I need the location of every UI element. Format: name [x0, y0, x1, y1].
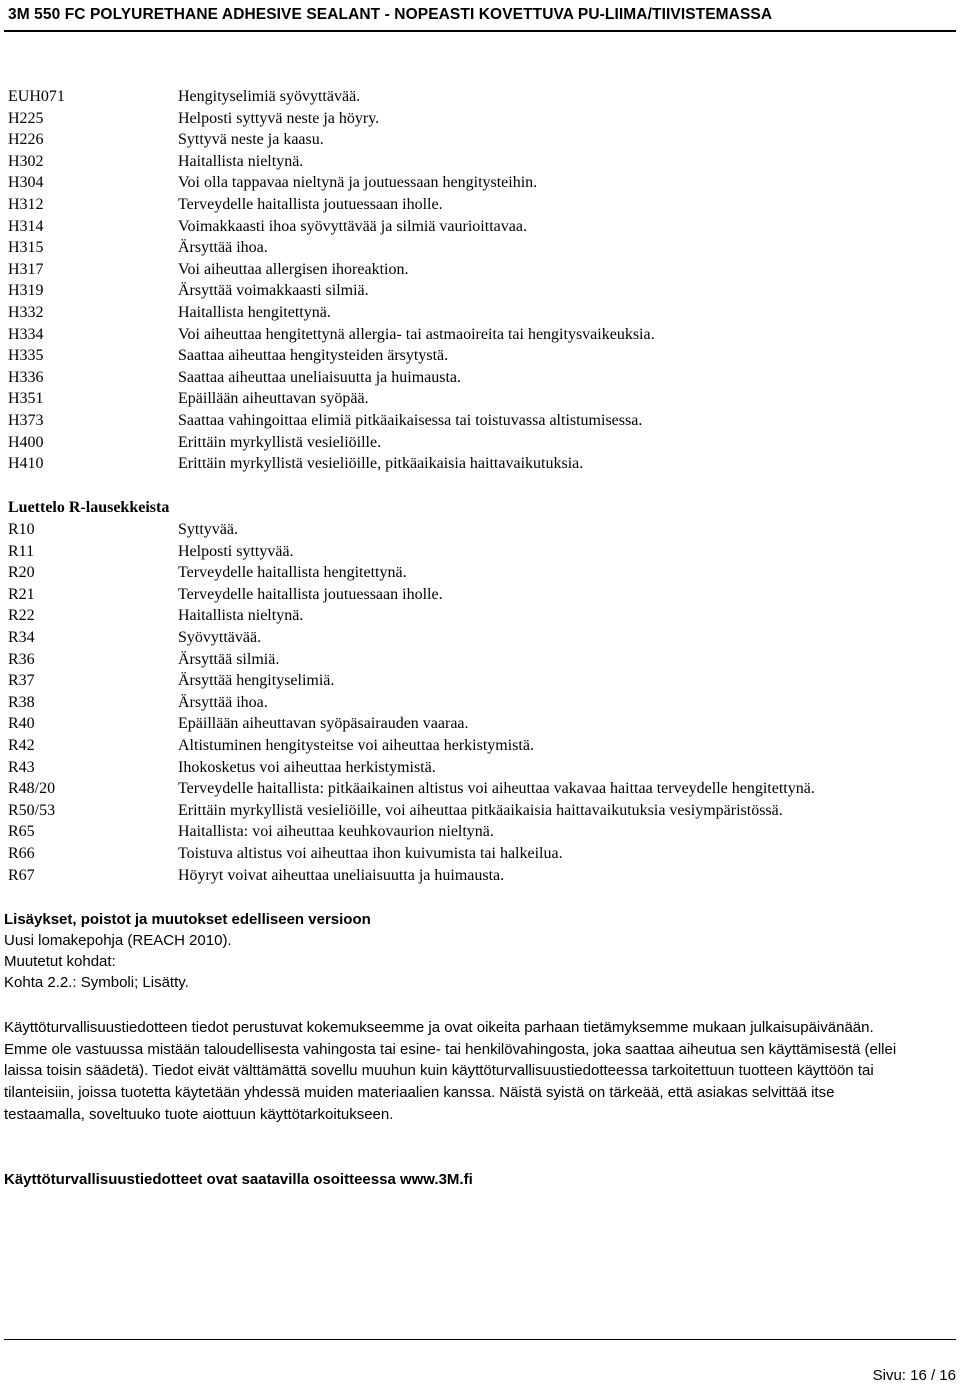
h-statement-row — [8, 237, 655, 259]
h-statement-row — [8, 388, 655, 410]
r-phrase-row — [8, 649, 815, 671]
statement-code: H315 — [8, 239, 44, 257]
statement-code: R20 — [8, 564, 35, 582]
statement-text: Hengityselimiä syövyttävää. — [178, 88, 361, 105]
statement-text: Voi olla tappavaa nieltynä ja joutuessaan hengitysteihin. — [178, 174, 538, 192]
changes-line: Kohta 2.2.: Symboli; Lisätty. — [4, 974, 189, 991]
statement-text: Syövyttävää. — [178, 628, 262, 646]
r-phrase-row — [8, 692, 815, 714]
statement-text: Ärsyttää voimakkaasti silmiä. — [178, 282, 369, 300]
statement-code: H332 — [8, 303, 44, 321]
page-header — [4, 0, 956, 32]
page-number: Sivu: 16 / 16 — [872, 1367, 956, 1384]
statement-code: H334 — [8, 325, 44, 343]
disclaimer-paragraph: Käyttöturvallisuustiedotteen tiedot perustuvat kokemukseemme ja ovat oikeita parhaan tietämyksemme mukaan julkaisupäivänään. Emme ole vastuussa mistään taloudellisesta vahingosta tai esine- tai henkilövahingosta, joka saattaa aiheutua sen käyttämisestä (ellei laissa toisin säädetä). Tiedot eivät välttämättä sovellu muuhun kuin käyttöturvallisuustiedotteessa tarkoitettuun tuotteen käyttöön tai tilanteisiin, joissa tuotetta käytetään yhdessä muiden materiaalien kanssa. Näistä syistä on tärkeää, että asiakas selvittää itse testaamalla, soveltuuko tuote aiottuun käyttötarkoitukseen. — [4, 1019, 897, 1123]
r-phrase-row — [8, 713, 815, 735]
statement-code: H410 — [8, 455, 44, 473]
statement-code: R50/53 — [8, 801, 56, 819]
statement-text: Ärsyttää ihoa. — [178, 239, 268, 257]
statement-code: H225 — [8, 109, 44, 127]
h-statement-row — [8, 345, 655, 367]
statement-text: Erittäin myrkyllistä vesieliöille, pitkäaikaisia haittavaikutuksia. — [178, 455, 584, 473]
statement-text: Saattaa vahingoittaa elimiä pitkäaikaisessa tai toistuvassa altistumisessa. — [178, 411, 643, 429]
r-phrase-row — [8, 778, 815, 800]
statement-code: EUH071 — [8, 88, 65, 105]
h-statement-row — [8, 259, 655, 281]
footer-divider — [4, 1339, 956, 1340]
r-phrase-row — [8, 541, 815, 563]
statement-code: R37 — [8, 672, 35, 690]
statement-text: Haitallista hengitettynä. — [178, 303, 331, 321]
r-phrases-list — [8, 519, 815, 886]
r-phrase-row — [8, 670, 815, 692]
r-phrase-row — [8, 800, 815, 822]
h-statements-list — [8, 86, 655, 475]
document-title: 3M 550 FC POLYURETHANE ADHESIVE SEALANT - NOPEASTI KOVETTUVA PU-LIIMA/TIIVISTEMASSA — [8, 6, 773, 23]
statement-text: Terveydelle haitallista: pitkäaikainen altistus voi aiheuttaa vakavaa haittaa terveydelle hengitettynä. — [178, 780, 815, 798]
r-phrases-section — [8, 497, 815, 886]
h-statement-row — [8, 194, 655, 216]
header-divider — [4, 30, 956, 32]
r-phrase-row — [8, 519, 815, 541]
statement-code: H314 — [8, 217, 44, 235]
statement-text: Syttyvä neste ja kaasu. — [178, 131, 324, 149]
h-statement-row — [8, 432, 655, 454]
statement-text: Altistuminen hengitysteitse voi aiheuttaa herkistymistä. — [178, 736, 534, 754]
statement-text: Höyryt voivat aiheuttaa uneliaisuutta ja huimausta. — [178, 866, 505, 884]
r-phrase-row — [8, 821, 815, 843]
h-statement-row — [8, 129, 655, 151]
h-statement-row — [8, 280, 655, 302]
statement-text: Ärsyttää hengityselimiä. — [178, 672, 335, 690]
statement-code: H336 — [8, 368, 44, 386]
statement-text: Saattaa aiheuttaa hengitysteiden ärsytystä. — [178, 347, 449, 365]
statement-text: Saattaa aiheuttaa uneliaisuutta ja huimausta. — [178, 368, 462, 386]
r-phrase-row — [8, 735, 815, 757]
statement-code: R43 — [8, 758, 35, 776]
statement-code: R66 — [8, 844, 35, 862]
statement-text: Toistuva altistus voi aiheuttaa ihon kuivumista tai halkeilua. — [178, 844, 563, 862]
r-phrases-heading: Luettelo R-lausekkeista — [8, 499, 170, 516]
statement-code: R34 — [8, 628, 35, 646]
statement-code: H319 — [8, 282, 44, 300]
statement-code: H335 — [8, 347, 44, 365]
statement-code: R40 — [8, 715, 35, 733]
statement-code: R11 — [8, 542, 35, 560]
r-phrase-row — [8, 865, 815, 887]
statement-text: Voi aiheuttaa hengitettynä allergia- tai astmaoireita tai hengitysvaikeuksia. — [178, 325, 655, 343]
statement-code: R21 — [8, 585, 35, 603]
h-statement-row — [8, 86, 655, 108]
h-statement-row — [8, 367, 655, 389]
statement-code: H312 — [8, 195, 44, 213]
h-statement-row — [8, 216, 655, 238]
statement-text: Voimakkaasti ihoa syövyttävää ja silmiä vaurioittavaa. — [178, 217, 527, 235]
statement-text: Helposti syttyvä neste ja höyry. — [178, 109, 380, 127]
h-statement-row — [8, 108, 655, 130]
statement-text: Terveydelle haitallista joutuessaan iholle. — [178, 585, 443, 603]
availability-note: Käyttöturvallisuustiedotteet ovat saatavilla osoitteessa www.3M.fi — [4, 1171, 473, 1188]
changes-line: Uusi lomakepohja (REACH 2010). — [4, 932, 232, 949]
changes-line: Muutetut kohdat: — [4, 953, 116, 970]
statement-code: H302 — [8, 152, 44, 170]
statement-code: H304 — [8, 174, 44, 192]
h-statement-row — [8, 172, 655, 194]
statement-text: Syttyvää. — [178, 521, 238, 538]
statement-code: R22 — [8, 607, 35, 625]
statement-code: R38 — [8, 693, 35, 711]
statement-text: Erittäin myrkyllistä vesieliöille. — [178, 433, 382, 451]
r-phrase-row — [8, 584, 815, 606]
statement-code: H317 — [8, 260, 44, 278]
r-phrase-row — [8, 757, 815, 779]
statement-code: R67 — [8, 866, 35, 884]
h-statement-row — [8, 453, 655, 475]
statement-code: R48/20 — [8, 780, 56, 798]
statement-code: R36 — [8, 650, 35, 668]
h-statement-row — [8, 302, 655, 324]
statement-text: Voi aiheuttaa allergisen ihoreaktion. — [178, 260, 409, 278]
r-phrase-row — [8, 843, 815, 865]
statement-text: Ärsyttää silmiä. — [178, 650, 280, 668]
h-statement-row — [8, 151, 655, 173]
changes-heading: Lisäykset, poistot ja muutokset edelliseen versioon — [4, 911, 371, 928]
h-statement-row — [8, 324, 655, 346]
statement-text: Haitallista nieltynä. — [178, 152, 304, 170]
statement-text: Helposti syttyvää. — [178, 542, 294, 560]
statement-code: H400 — [8, 433, 44, 451]
statement-code: H351 — [8, 390, 44, 408]
statement-text: Epäillään aiheuttavan syöpää. — [178, 390, 369, 408]
statement-code: R65 — [8, 823, 35, 841]
statement-text: Haitallista: voi aiheuttaa keuhkovaurion nieltynä. — [178, 823, 494, 841]
r-phrase-row — [8, 605, 815, 627]
statement-code: R10 — [8, 521, 35, 538]
r-phrase-row — [8, 627, 815, 649]
statement-text: Terveydelle haitallista hengitettynä. — [178, 564, 407, 582]
statement-code: H226 — [8, 131, 44, 149]
statement-code: H373 — [8, 411, 44, 429]
statement-text: Ihokosketus voi aiheuttaa herkistymistä. — [178, 758, 436, 776]
r-phrase-row — [8, 562, 815, 584]
changes-section — [4, 909, 371, 993]
statement-text: Ärsyttää ihoa. — [178, 693, 268, 711]
statement-code: R42 — [8, 736, 35, 754]
statement-text: Terveydelle haitallista joutuessaan iholle. — [178, 195, 443, 213]
statement-text: Haitallista nieltynä. — [178, 607, 304, 625]
statement-text: Epäillään aiheuttavan syöpäsairauden vaaraa. — [178, 715, 469, 733]
statement-text: Erittäin myrkyllistä vesieliöille, voi aiheuttaa pitkäaikaisia haittavaikutuksia vesiympäristössä. — [178, 801, 783, 819]
h-statement-row — [8, 410, 655, 432]
